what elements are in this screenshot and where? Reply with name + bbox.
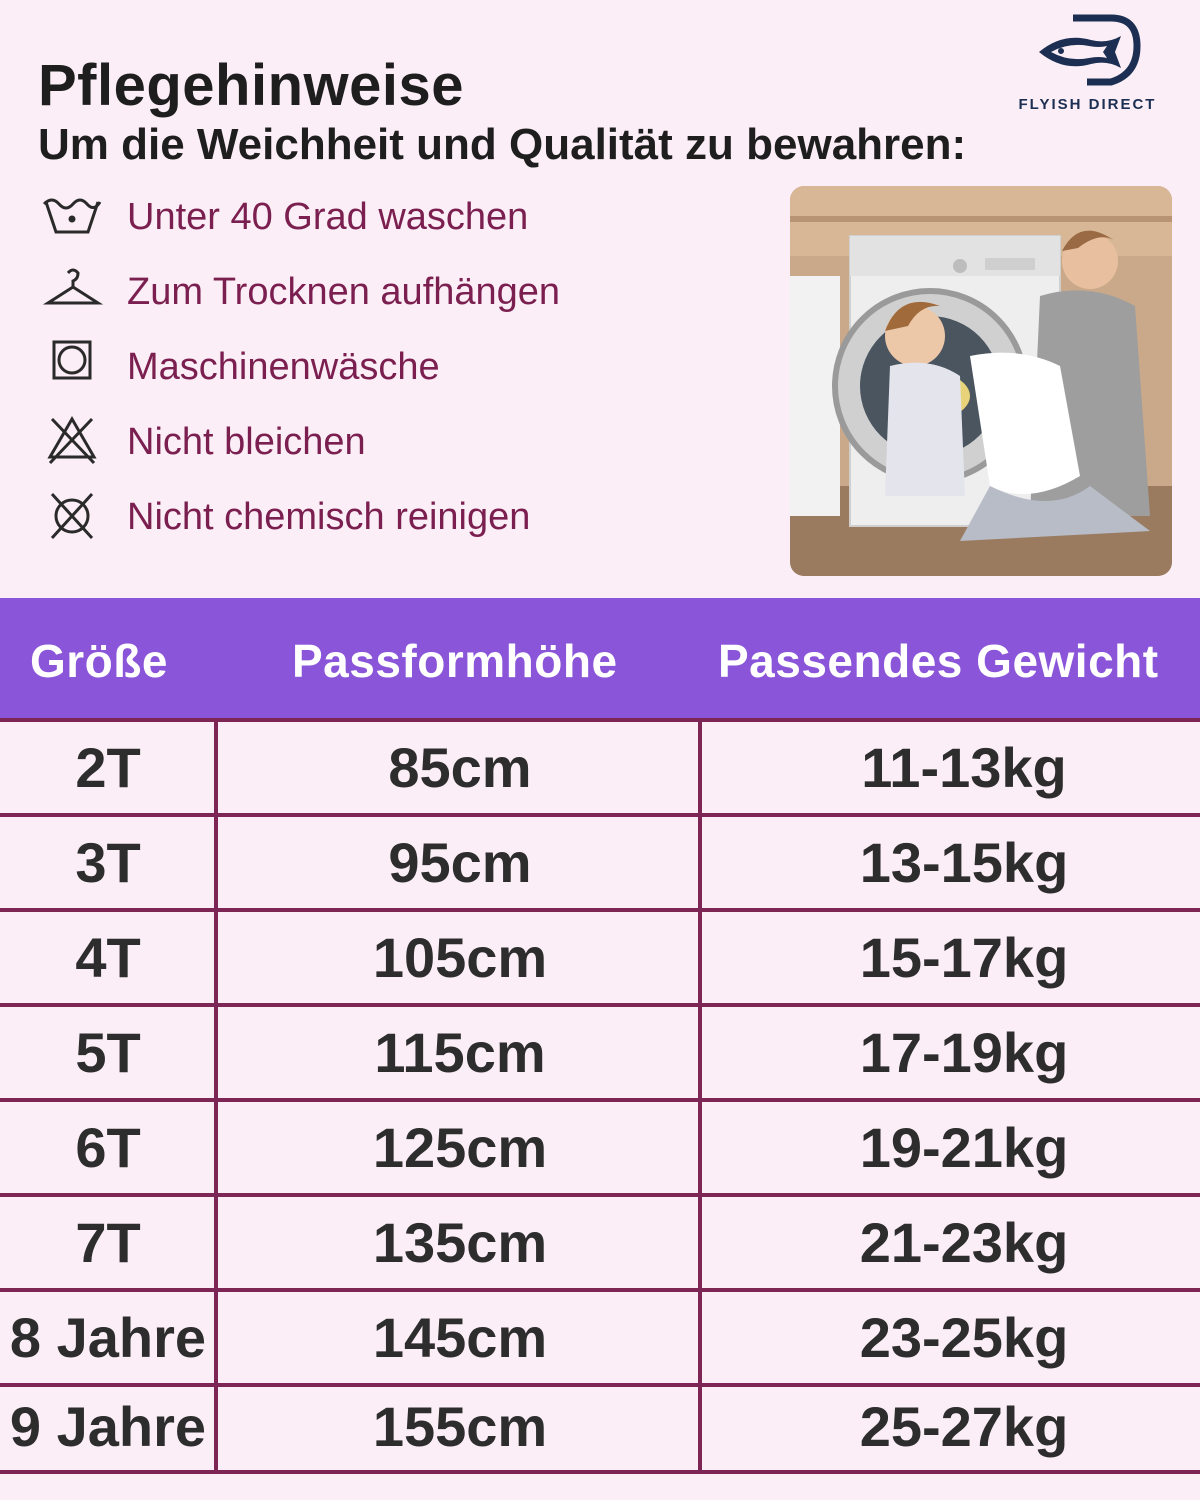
table-row bbox=[0, 720, 1200, 815]
page-subtitle: Um die Weichheit und Qualität zu bewahren: bbox=[38, 120, 967, 169]
care-label-wash: Unter 40 Grad waschen bbox=[127, 196, 529, 238]
header-height: Passformhöhe bbox=[292, 635, 618, 687]
cell-weight: 15-17kg bbox=[859, 926, 1069, 989]
page-title: Pflegehinweise bbox=[38, 53, 465, 118]
brand-logo bbox=[1000, 12, 1175, 112]
table-divider bbox=[0, 1470, 1200, 1474]
table-row bbox=[0, 1100, 1200, 1195]
cell-size: 8 Jahre bbox=[9, 1306, 207, 1369]
care-item-hang bbox=[40, 265, 660, 325]
care-label-machine: Maschinenwäsche bbox=[127, 346, 440, 388]
cell-size: 9 Jahre bbox=[9, 1395, 207, 1458]
cell-height: 155cm bbox=[372, 1395, 548, 1458]
cell-weight: 13-15kg bbox=[859, 831, 1069, 894]
no-bleach-icon bbox=[40, 415, 104, 471]
table-row bbox=[0, 1195, 1200, 1290]
hang-dry-icon bbox=[40, 265, 104, 321]
cell-weight: 17-19kg bbox=[859, 1021, 1069, 1084]
laundry-photo bbox=[790, 186, 1172, 576]
cell-height: 135cm bbox=[372, 1211, 548, 1274]
care-label-dryclean: Nicht chemisch reinigen bbox=[127, 496, 531, 538]
care-item-dryclean bbox=[40, 490, 660, 550]
cell-height: 115cm bbox=[374, 1021, 546, 1084]
cell-height: 95cm bbox=[388, 831, 532, 894]
cell-weight: 21-23kg bbox=[859, 1211, 1069, 1274]
care-item-wash bbox=[40, 190, 660, 250]
cell-size: 2T bbox=[75, 736, 141, 799]
table-row bbox=[0, 815, 1200, 910]
table-row bbox=[0, 1290, 1200, 1385]
table-row bbox=[0, 1005, 1200, 1100]
cell-size: 6T bbox=[75, 1116, 141, 1179]
brand-name: FLYISH DIRECT bbox=[1018, 96, 1157, 113]
table-row bbox=[0, 1383, 1200, 1470]
cell-size: 7T bbox=[75, 1211, 141, 1274]
cell-height: 85cm bbox=[388, 736, 532, 799]
cell-height: 125cm bbox=[372, 1116, 548, 1179]
cell-size: 4T bbox=[75, 926, 141, 989]
care-item-machine bbox=[40, 340, 660, 400]
care-label-bleach: Nicht bleichen bbox=[127, 421, 366, 463]
cell-size: 3T bbox=[75, 831, 141, 894]
cell-weight: 23-25kg bbox=[859, 1306, 1069, 1369]
care-item-bleach bbox=[40, 415, 660, 475]
no-dry-clean-icon bbox=[40, 490, 104, 546]
machine-dry-icon bbox=[40, 340, 104, 396]
care-label-hang: Zum Trocknen aufhängen bbox=[127, 271, 561, 313]
table-row bbox=[0, 910, 1200, 1005]
cell-weight: 11-13kg bbox=[861, 736, 1067, 799]
cell-size: 5T bbox=[75, 1021, 141, 1084]
cell-weight: 25-27kg bbox=[859, 1395, 1069, 1458]
wash-40-icon bbox=[40, 190, 104, 246]
cell-weight: 19-21kg bbox=[859, 1116, 1069, 1179]
size-table bbox=[0, 718, 1200, 1474]
header-size: Größe bbox=[30, 635, 168, 687]
table-header bbox=[0, 598, 1200, 718]
header-weight: Passendes Gewicht bbox=[718, 635, 1159, 687]
cell-height: 105cm bbox=[372, 926, 548, 989]
fish-logo-icon bbox=[1033, 12, 1143, 90]
cell-height: 145cm bbox=[372, 1306, 548, 1369]
laundry-scene-image bbox=[790, 186, 1172, 576]
